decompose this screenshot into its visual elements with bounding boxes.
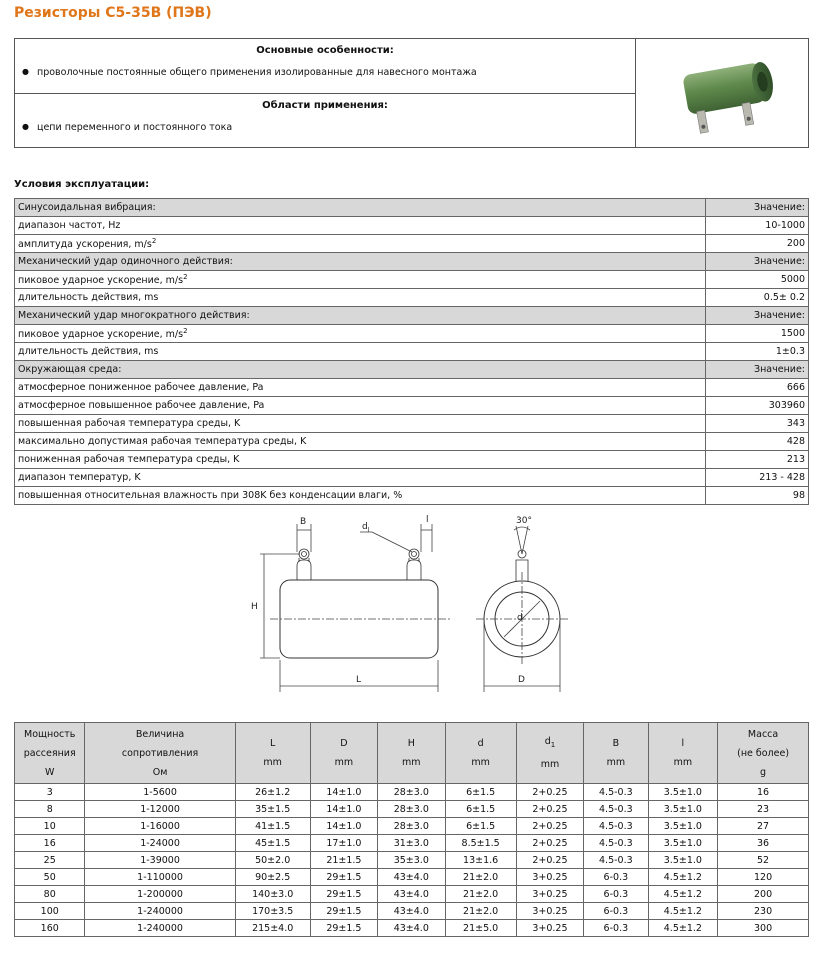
spec-row	[15, 920, 809, 937]
condition-value: Значение:	[706, 307, 809, 325]
spec-row	[15, 852, 809, 869]
spec-cell: 3.5±1.0	[648, 784, 718, 801]
condition-value: Значение:	[706, 253, 809, 271]
conditions-row	[15, 289, 809, 307]
conditions-row	[15, 433, 809, 451]
conditions-title: Условия эксплуатации:	[14, 179, 150, 190]
label-H: H	[251, 602, 258, 612]
spec-cell: 1-200000	[85, 886, 235, 903]
condition-value: Значение:	[706, 361, 809, 379]
spec-cell: 21±1.5	[310, 852, 377, 869]
conditions-row	[15, 379, 809, 397]
spec-row	[15, 835, 809, 852]
spec-cell: 8.5±1.5	[445, 835, 516, 852]
condition-value: 200	[706, 235, 809, 253]
condition-value: 98	[706, 487, 809, 505]
condition-value: 666	[706, 379, 809, 397]
spec-cell: 43±4.0	[378, 903, 445, 920]
main-features-item: ● проволочные постоянные общего применения изолированные для навесного монтажа	[37, 67, 477, 78]
spec-cell: 170±3.5	[235, 903, 310, 920]
spec-cell: 4.5±1.2	[648, 903, 718, 920]
conditions-row	[15, 271, 809, 289]
spec-row	[15, 886, 809, 903]
spec-cell: 43±4.0	[378, 869, 445, 886]
spec-cell: 52	[718, 852, 809, 869]
conditions-row	[15, 487, 809, 505]
spec-cell: 6±1.5	[445, 818, 516, 835]
conditions-group-row	[15, 307, 809, 325]
spec-cell: 16	[15, 835, 85, 852]
spec-cell: 4.5-0.3	[584, 835, 648, 852]
spec-cell: 29±1.5	[310, 920, 377, 937]
condition-label: пиковое ударное ускорение, $m/s^2$	[15, 271, 706, 289]
condition-value: 213	[706, 451, 809, 469]
spec-cell: 1-16000	[85, 818, 235, 835]
condition-value: 428	[706, 433, 809, 451]
spec-cell: 29±1.5	[310, 869, 377, 886]
condition-value: 343	[706, 415, 809, 433]
spec-cell: 3+0.25	[516, 903, 583, 920]
applications-section	[15, 93, 635, 147]
spec-cell: 21±2.0	[445, 886, 516, 903]
spec-cell: 16	[718, 784, 809, 801]
label-angle: 30°	[516, 516, 532, 526]
condition-value: 1±0.3	[706, 343, 809, 361]
spec-cell: 4.5±1.2	[648, 920, 718, 937]
spec-cell: 43±4.0	[378, 886, 445, 903]
spec-cell: 17±1.0	[310, 835, 377, 852]
spec-cell: 160	[15, 920, 85, 937]
condition-value: 5000	[706, 271, 809, 289]
spec-cell: 14±1.0	[310, 818, 377, 835]
applications-item: ● цепи переменного и постоянного тока	[37, 122, 232, 133]
conditions-group-row	[15, 253, 809, 271]
condition-label: повышенная рабочая температура среды, K	[15, 415, 706, 433]
condition-value: 0.5± 0.2	[706, 289, 809, 307]
spec-cell: 2+0.25	[516, 852, 583, 869]
condition-value: 303960	[706, 397, 809, 415]
spec-cell: 26±1.2	[235, 784, 310, 801]
spec-cell: 29±1.5	[310, 886, 377, 903]
spec-cell: 1-110000	[85, 869, 235, 886]
condition-label: атмосферное пониженное рабочее давление, Pa	[15, 379, 706, 397]
spec-cell: 3.5±1.0	[648, 801, 718, 818]
page-title: Резисторы С5-35В (ПЭВ)	[14, 5, 212, 21]
conditions-row	[15, 397, 809, 415]
label-l: l	[426, 515, 429, 525]
conditions-row	[15, 469, 809, 487]
spec-cell: 1-240000	[85, 920, 235, 937]
conditions-row	[15, 343, 809, 361]
spec-cell: 3+0.25	[516, 869, 583, 886]
spec-cell: 8	[15, 801, 85, 818]
spec-cell: 1-24000	[85, 835, 235, 852]
spec-row	[15, 818, 809, 835]
features-block	[14, 38, 809, 148]
label-d: d	[517, 613, 523, 623]
spec-row	[15, 801, 809, 818]
spec-cell: 2+0.25	[516, 835, 583, 852]
spec-cell: 50±2.0	[235, 852, 310, 869]
spec-row	[15, 869, 809, 886]
spec-cell: 1-5600	[85, 784, 235, 801]
spec-cell: 10	[15, 818, 85, 835]
spec-cell: 43±4.0	[378, 920, 445, 937]
spec-cell: 50	[15, 869, 85, 886]
applications-title: Области применения:	[262, 100, 388, 111]
spec-cell: 4.5-0.3	[584, 801, 648, 818]
conditions-row	[15, 217, 809, 235]
spec-cell: 3+0.25	[516, 920, 583, 937]
spec-cell: 28±3.0	[378, 784, 445, 801]
condition-label: пониженная рабочая температура среды, K	[15, 451, 706, 469]
conditions-row	[15, 235, 809, 253]
spec-cell: 23	[718, 801, 809, 818]
spec-header-2: L mm	[235, 723, 310, 784]
spec-cell: 100	[15, 903, 85, 920]
spec-cell: 6±1.5	[445, 784, 516, 801]
spec-cell: 140±3.0	[235, 886, 310, 903]
condition-label: максимально допустимая рабочая температура среды, K	[15, 433, 706, 451]
spec-cell: 4.5±1.2	[648, 869, 718, 886]
spec-cell: 21±2.0	[445, 869, 516, 886]
spec-cell: 6-0.3	[584, 886, 648, 903]
spec-cell: 28±3.0	[378, 801, 445, 818]
spec-cell: 31±3.0	[378, 835, 445, 852]
conditions-row	[15, 415, 809, 433]
spec-cell: 28±3.0	[378, 818, 445, 835]
spec-cell: 300	[718, 920, 809, 937]
resistor-photo	[636, 39, 808, 147]
condition-label: Механический удар многократного действия:	[15, 307, 706, 325]
spec-cell: 25	[15, 852, 85, 869]
spec-cell: 2+0.25	[516, 818, 583, 835]
spec-cell: 1-39000	[85, 852, 235, 869]
spec-cell: 14±1.0	[310, 801, 377, 818]
condition-value: 10-1000	[706, 217, 809, 235]
spec-cell: 6-0.3	[584, 920, 648, 937]
spec-header-8: l mm	[648, 723, 718, 784]
condition-value: 213 - 428	[706, 469, 809, 487]
condition-label: длительность действия, ms	[15, 343, 706, 361]
spec-cell: 4.5-0.3	[584, 852, 648, 869]
condition-label: Синусоидальная вибрация:	[15, 199, 706, 217]
spec-cell: 2+0.25	[516, 784, 583, 801]
spec-cell: 4.5-0.3	[584, 784, 648, 801]
spec-header-5: d mm	[445, 723, 516, 784]
spec-cell: 3.5±1.0	[648, 835, 718, 852]
spec-header-0: Мощность рассеяния W	[15, 723, 85, 784]
conditions-group-row	[15, 361, 809, 379]
condition-value: 1500	[706, 325, 809, 343]
spec-cell: 200	[718, 886, 809, 903]
condition-label: повышенная относительная влажность при 308K без конденсации влаги, %	[15, 487, 706, 505]
condition-label: амплитуда ускорения, $m/s^2$	[15, 235, 706, 253]
spec-cell: 14±1.0	[310, 784, 377, 801]
spec-cell: 3	[15, 784, 85, 801]
main-features-section	[15, 39, 635, 93]
spec-cell: 27	[718, 818, 809, 835]
condition-label: Окружающая среда:	[15, 361, 706, 379]
features-text	[15, 39, 636, 147]
condition-label: длительность действия, ms	[15, 289, 706, 307]
spec-cell: 80	[15, 886, 85, 903]
spec-cell: 6-0.3	[584, 869, 648, 886]
spec-cell: 41±1.5	[235, 818, 310, 835]
spec-cell: 21±5.0	[445, 920, 516, 937]
spec-cell: 3.5±1.0	[648, 852, 718, 869]
spec-cell: 21±2.0	[445, 903, 516, 920]
conditions-row	[15, 325, 809, 343]
spec-cell: 2+0.25	[516, 801, 583, 818]
spec-table	[14, 722, 809, 937]
spec-cell: 6-0.3	[584, 903, 648, 920]
spec-cell: 45±1.5	[235, 835, 310, 852]
condition-label: Механический удар одиночного действия:	[15, 253, 706, 271]
spec-cell: 4.5-0.3	[584, 818, 648, 835]
condition-label: атмосферное повышенное рабочее давление, Pa	[15, 397, 706, 415]
spec-cell: 230	[718, 903, 809, 920]
spec-header-9: Масса (не более) g	[718, 723, 809, 784]
label-L: L	[356, 675, 362, 685]
label-d1: $d_l$	[362, 522, 370, 534]
spec-header-4: H mm	[378, 723, 445, 784]
spec-cell: 120	[718, 869, 809, 886]
spec-cell: 3.5±1.0	[648, 818, 718, 835]
spec-cell: 4.5±1.2	[648, 886, 718, 903]
label-B: B	[300, 517, 307, 527]
condition-value: Значение:	[706, 199, 809, 217]
condition-label: пиковое ударное ускорение, $m/s^2$	[15, 325, 706, 343]
spec-cell: 215±4.0	[235, 920, 310, 937]
main-features-title: Основные особенности:	[256, 45, 394, 56]
label-D: D	[518, 675, 525, 685]
spec-cell: 35±3.0	[378, 852, 445, 869]
condition-label: диапазон температур, K	[15, 469, 706, 487]
spec-row	[15, 903, 809, 920]
spec-cell: 1-240000	[85, 903, 235, 920]
conditions-row	[15, 451, 809, 469]
spec-cell: 6±1.5	[445, 801, 516, 818]
spec-cell: 36	[718, 835, 809, 852]
conditions-table	[14, 198, 809, 505]
conditions-group-row	[15, 199, 809, 217]
spec-header-6: $d_1$ mm	[516, 723, 583, 784]
spec-cell: 13±1.6	[445, 852, 516, 869]
spec-cell: 90±2.5	[235, 869, 310, 886]
spec-header-3: D mm	[310, 723, 377, 784]
spec-cell: 1-12000	[85, 801, 235, 818]
spec-cell: 3+0.25	[516, 886, 583, 903]
condition-label: диапазон частот, Hz	[15, 217, 706, 235]
spec-row	[15, 784, 809, 801]
spec-header-1: Величина сопротивления Ом	[85, 723, 235, 784]
spec-cell: 35±1.5	[235, 801, 310, 818]
spec-cell: 29±1.5	[310, 903, 377, 920]
resistor-drawing	[240, 510, 580, 700]
spec-header-7: B mm	[584, 723, 648, 784]
